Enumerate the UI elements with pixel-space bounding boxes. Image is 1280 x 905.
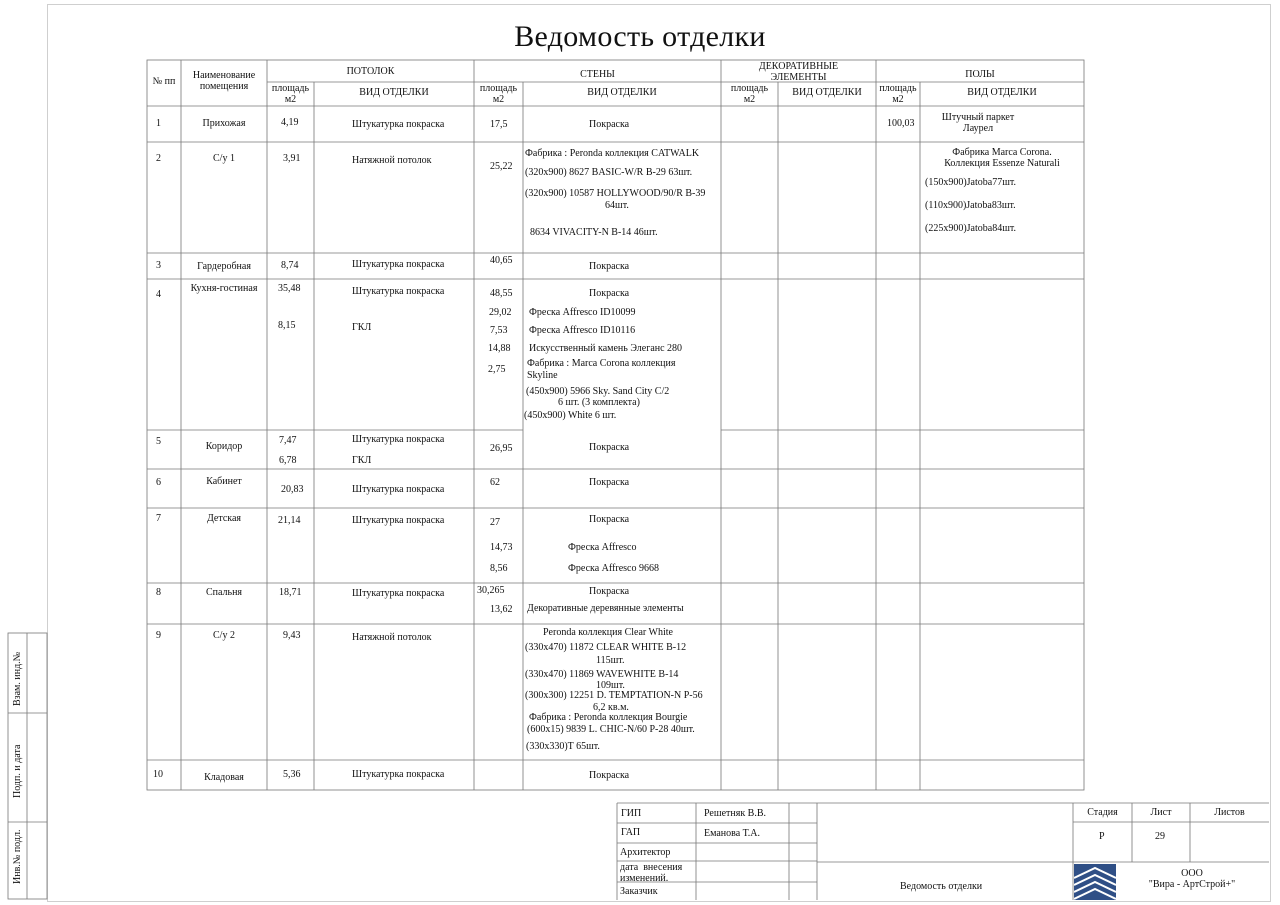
floor-line: Коллекция Essenze Naturali [944,158,1060,169]
wall-area: 27 [490,517,500,528]
row-ceiling-finish: Штукатурка покраска [352,484,445,495]
row-ceiling-finish: ГКЛ [352,322,372,333]
floor-line: (110x900)Jatoba83шт. [925,200,1016,211]
row-num: 9 [156,630,161,641]
header-wall-finish: ВИД ОТДЕЛКИ [587,87,657,98]
stamp-sheet-value: 29 [1155,831,1165,842]
stamp-sheet-label: Лист [1150,807,1172,818]
stamp-stage-label: Стадия [1087,807,1118,818]
row-wall-area: 40,65 [490,255,513,266]
floor-line: (225x900)Jatoba84шт. [925,223,1017,234]
row-ceiling-area: 20,83 [281,484,304,495]
wall-area: 8,56 [490,563,508,574]
row-room: С/у 2 [213,630,235,641]
row-room: Кухня-гостиная [190,283,258,294]
wall-area: 30,265 [477,585,505,596]
wall-line: 6 шт. (3 комплекта) [558,397,640,408]
row-room: Гардеробная [197,261,251,272]
wall-line: Фабрика : Peronda коллекция Bourgie [529,712,688,723]
row-ceiling-area: 8,15 [278,320,296,331]
wall-line: (320x900) 8627 BASIC-W/R B-29 63шт. [525,167,693,178]
row-ceiling-finish: Штукатурка покраска [352,259,445,270]
row-ceiling-finish: Штукатурка покраска [352,119,445,130]
header-walls: СТЕНЫ [580,69,615,80]
row-wall-area: 25,22 [490,161,513,172]
wall-line: (450x900) 5966 Sky. Sand City C/2 [526,386,670,397]
stamp-gip-label: ГИП [621,808,642,819]
row-ceiling-finish: Натяжной потолок [352,155,432,166]
wall-line: Фреска Affresco [568,542,637,553]
row-num: 6 [156,477,161,488]
wall-area: 48,55 [490,288,513,299]
row-ceiling-finish: Штукатурка покраска [352,769,445,780]
stamp-gip-name: Решетняк В.В. [704,808,767,819]
row-ceiling-area: 35,48 [278,283,301,294]
row-ceiling-area: 4,19 [281,117,299,128]
row-ceiling-area: 18,71 [279,587,302,598]
header-floor-area: площадь м2 [879,83,917,105]
row-num: 3 [156,260,161,271]
header-ceiling: ПОТОЛОК [346,66,395,77]
header-ceiling-area: площадь м2 [271,83,310,105]
row-ceiling-finish: ГКЛ [352,455,372,466]
row-room: Спальня [205,587,243,598]
stamp-stage-value: Р [1099,831,1105,842]
header-num: № пп [152,76,176,87]
row-wall-finish: Покраска [589,442,630,453]
wall-line: (600x15) 9839 L. CHIC-N/60 P-28 40шт. [527,724,695,735]
wall-line: 64шт. [605,200,629,211]
header-room-name: Наименование помещения [192,70,256,92]
side-stamp-ref: Взам. инд.№ [12,651,23,706]
header-floor-finish: ВИД ОТДЕЛКИ [967,87,1037,98]
stamp-doc-name: Ведомость отделки [900,881,983,892]
wall-area: 29,02 [489,307,512,318]
row-ceiling-area: 7,47 [279,435,297,446]
row-wall-area: 17,5 [490,119,508,130]
wall-line: Искусственный камень Элеганс 280 [529,343,683,354]
row-wall-finish: Покраска [589,477,630,488]
row-ceiling-area: 5,36 [283,769,301,780]
wall-line: Peronda коллекция Clear White [543,627,673,638]
floor-line: Фабрика Marca Corona. [952,147,1052,158]
wall-line: Фреска Affresco ID10116 [529,325,636,336]
row-floor-finish: Штучный паркет Лаурел [941,112,1015,134]
row-ceiling-area: 9,43 [283,630,301,641]
row-ceiling-area: 21,14 [278,515,301,526]
wall-area: 13,62 [490,604,513,615]
wall-line: Skyline [527,370,558,381]
row-wall-finish: Покраска [589,119,630,130]
row-room: С/у 1 [213,153,235,164]
row-wall-area: 26,95 [490,443,513,454]
header-wall-area: площадь м2 [479,83,518,105]
header-decor-finish: ВИД ОТДЕЛКИ [792,87,862,98]
header-decor: ДЕКОРАТИВНЫЕ ЭЛЕМЕНТЫ [758,61,839,83]
stamp-gap-name: Еманова Т.А. [704,828,761,839]
wall-line: Фабрика : Marca Corona коллекция [527,358,676,369]
wall-line: (330x330)T 65шт. [526,741,600,752]
wall-line: (330x470) 11869 WAVEWHITE B-14 [525,669,679,680]
row-ceiling-finish: Штукатурка покраска [352,286,445,297]
stamp-company: ООО "Вира - АртСтрой+" [1148,868,1236,890]
wall-line: (320x900) 10587 HOLLYWOOD/90/R B-39 [525,188,706,199]
row-room: Кабинет [206,476,242,487]
row-num: 4 [156,289,161,300]
row-floor-area: 100,03 [887,118,915,129]
row-ceiling-area: 6,78 [279,455,297,466]
wall-line: (300x300) 12251 D. TEMPTATION-N P-56 [525,690,703,701]
row-num: 8 [156,587,161,598]
stamp-architect-label: Архитектор [620,847,671,858]
row-num: 2 [156,153,161,164]
floor-line: (150x900)Jatoba77шт. [925,177,1017,188]
wall-area: 14,73 [490,542,513,553]
wall-area: 7,53 [490,325,508,336]
row-num: 7 [156,513,161,524]
row-room: Детская [206,513,242,524]
wall-area: 14,88 [488,343,511,354]
wall-line: (450x900) White 6 шт. [524,410,617,421]
stamp-changes-label: дата внесения изменений. [620,862,683,884]
row-ceiling-finish: Штукатурка покраска [352,588,445,599]
row-ceiling-finish: Натяжной потолок [352,632,432,643]
document-title: Ведомость отделки [514,20,766,53]
wall-line: Фреска Affresco ID10099 [529,307,636,318]
wall-line: Покраска [589,514,630,525]
row-wall-finish: Покраска [589,261,630,272]
row-num: 10 [153,769,163,780]
row-room: Коридор [205,441,243,452]
row-room: Прихожая [202,118,246,129]
wall-line: Покраска [589,288,630,299]
wall-line: Фреска Affresco 9668 [568,563,659,574]
header-floors: ПОЛЫ [965,69,995,80]
wall-line: 109шт. [596,680,625,691]
wall-line: Фабрика : Peronda коллекция CATWALK [525,148,700,159]
row-wall-finish: Покраска [589,770,630,781]
side-stamp-inv: Инв.№ подл. [12,829,23,884]
row-room: Кладовая [204,772,244,783]
row-wall-area: 62 [490,477,500,488]
wall-line: 8634 VIVACITY-N B-14 46шт. [530,227,658,238]
wall-line: (330x470) 11872 CLEAR WHITE B-12 [525,642,687,653]
wall-line: Покраска [589,586,630,597]
header-ceiling-finish: ВИД ОТДЕЛКИ [359,87,429,98]
wall-line: Декоративные деревянные элементы [527,603,684,614]
stamp-gap-label: ГАП [621,827,641,838]
row-ceiling-area: 3,91 [283,153,301,164]
row-ceiling-area: 8,74 [281,260,299,271]
row-ceiling-finish: Штукатурка покраска [352,515,445,526]
row-num: 1 [156,118,161,129]
company-logo-icon [1074,864,1116,900]
wall-line: 115шт. [596,655,625,666]
stamp-sheets-label: Листов [1214,807,1245,818]
row-num: 5 [156,436,161,447]
wall-area: 2,75 [488,364,506,375]
stamp-client-label: Заказчик [620,886,658,897]
header-decor-area: площадь м2 [730,83,769,105]
row-ceiling-finish: Штукатурка покраска [352,434,445,445]
wall-line: 6,2 кв.м. [593,702,629,713]
side-stamp-sign: Подп. и дата [12,744,23,798]
